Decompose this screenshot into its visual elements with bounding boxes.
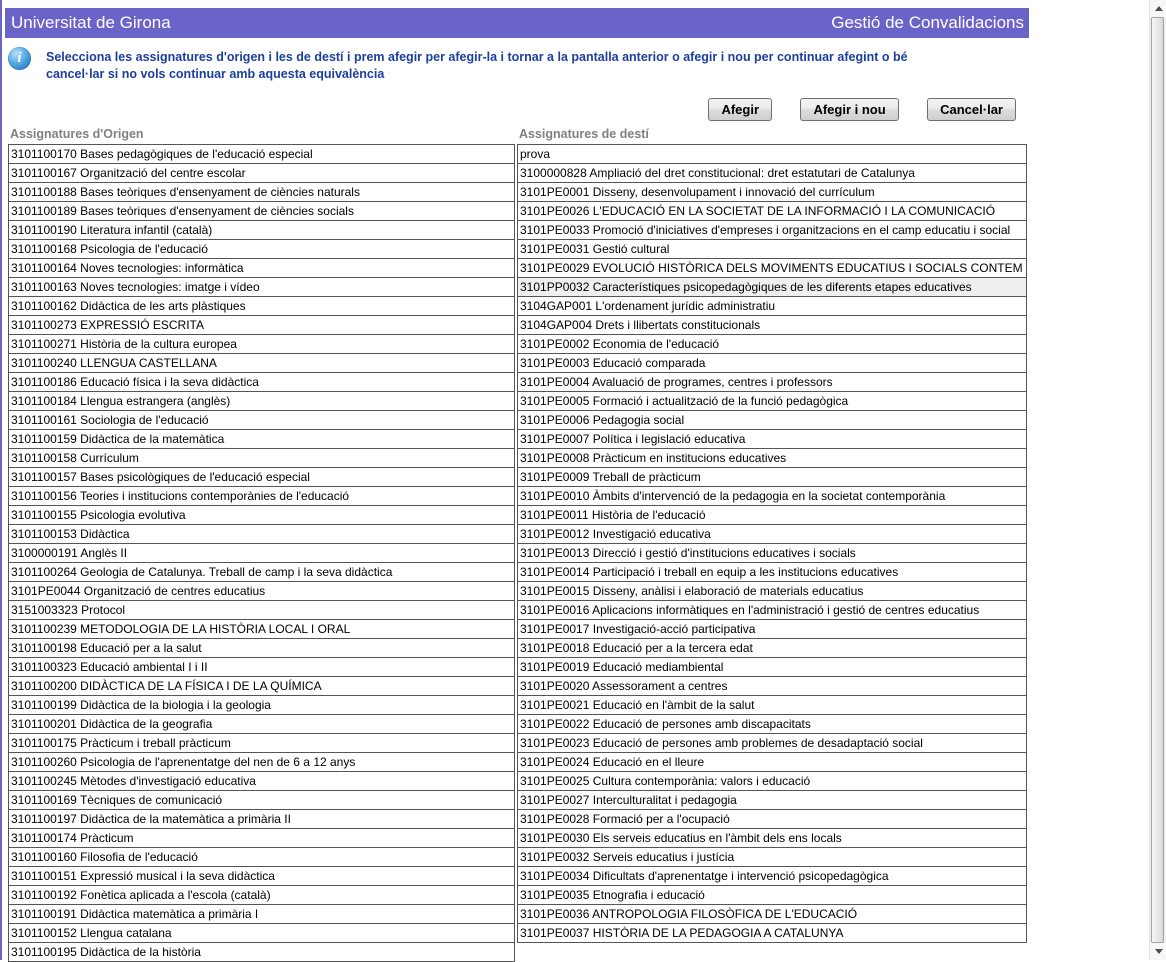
list-item[interactable]: 3101100245 Mètodes d'investigació educativa [8, 772, 515, 791]
list-item[interactable]: 3101100191 Didàctica matemàtica a primària I [8, 905, 515, 924]
scrollbar-up-button[interactable] [1150, 0, 1166, 17]
list-item[interactable]: 3100000828 Ampliació del dret constitucional: dret estatutari de Catalunya [517, 164, 1027, 183]
list-item[interactable]: 3101PE0036 ANTROPOLOGIA FILOSÒFICA DE L'EDUCACIÓ [517, 905, 1027, 924]
list-item[interactable]: 3101100174 Pràcticum [8, 829, 515, 848]
list-item[interactable]: 3101PE0005 Formació i actualització de la funció pedagògica [517, 392, 1027, 411]
list-item[interactable]: 3101PE0029 EVOLUCIÓ HISTÒRICA DELS MOVIMENTS EDUCATIUS I SOCIALS CONTEM [517, 259, 1027, 278]
scrollbar-thumb[interactable] [1151, 17, 1164, 943]
lists [8, 144, 1029, 962]
vertical-scrollbar[interactable] [1149, 0, 1166, 960]
info-line-1: Selecciona les assignatures d'origen i les de destí i prem afegir per afegir-la i tornar a la pantalla anterior o afegir i nou per continuar afegint o bé [46, 50, 908, 64]
list-item[interactable]: 3101PE0037 HISTÒRIA DE LA PEDAGOGIA A CATALUNYA [517, 924, 1027, 943]
list-item[interactable]: 3101100168 Psicologia de l'educació [8, 240, 515, 259]
list-item[interactable]: 3101PE0013 Direcció i gestió d'institucions educatives i socials [517, 544, 1027, 563]
list-item[interactable]: 3101PE0021 Educació en l'àmbit de la salut [517, 696, 1027, 715]
list-item[interactable]: 3101100198 Educació per a la salut [8, 639, 515, 658]
list-item[interactable]: 3101100170 Bases pedagògiques de l'educació especial [8, 145, 515, 164]
dest-list-header: Assignatures de destí [519, 127, 649, 141]
list-item[interactable]: 3101100201 Didàctica de la geografia [8, 715, 515, 734]
list-item[interactable]: 3101100169 Tècniques de comunicació [8, 791, 515, 810]
cancellar-button[interactable]: Cancel·lar [927, 98, 1016, 121]
list-headers [8, 127, 1029, 141]
list-item[interactable]: 3101100197 Didàctica de la matemàtica a primària II [8, 810, 515, 829]
list-item[interactable]: 3101PE0016 Aplicacions informàtiques en l'administració i gestió de centres educatius [517, 601, 1027, 620]
list-item[interactable]: 3104GAP001 L'ordenament jurídic administratiu [517, 297, 1027, 316]
list-item[interactable]: 3101100264 Geologia de Catalunya. Treball de camp i la seva didàctica [8, 563, 515, 582]
list-item[interactable]: 3101PE0001 Disseny, desenvolupament i innovació del currículum [517, 183, 1027, 202]
list-item[interactable]: 3101100157 Bases psicològiques de l'educació especial [8, 468, 515, 487]
list-item[interactable]: 3104GAP004 Drets i llibertats constitucionals [517, 316, 1027, 335]
list-item[interactable]: 3101PE0008 Pràcticum en institucions educatives [517, 449, 1027, 468]
list-item[interactable]: 3101PE0032 Serveis educatius i justícia [517, 848, 1027, 867]
list-item[interactable]: 3101PE0017 Investigació-acció participativa [517, 620, 1027, 639]
list-item[interactable]: 3101100175 Pràcticum i treball pràcticum [8, 734, 515, 753]
list-item[interactable]: 3101100159 Didàctica de la matemàtica [8, 430, 515, 449]
window-left-border [0, 0, 2, 960]
list-item[interactable]: prova [517, 145, 1027, 164]
action-buttons [5, 98, 1029, 121]
list-item[interactable]: 3101100156 Teories i institucions contemporànies de l'educació [8, 487, 515, 506]
info-line-2: cancel·lar si no vols continuar amb aquesta equivalència [46, 67, 385, 81]
list-item[interactable]: 3101100190 Literatura infantil (català) [8, 221, 515, 240]
list-item[interactable]: 3101PE0015 Disseny, anàlisi i elaboració de materials educatius [517, 582, 1027, 601]
down-arrow-icon [1155, 949, 1163, 954]
list-item[interactable]: 3101PE0002 Economia de l'educació [517, 335, 1027, 354]
list-item[interactable]: 3101100151 Expressió musical i la seva didàctica [8, 867, 515, 886]
list-item[interactable]: 3101PE0023 Educació de persones amb problemes de desadaptació social [517, 734, 1027, 753]
list-item[interactable]: 3101PE0027 Interculturalitat i pedagogia [517, 791, 1027, 810]
list-item[interactable]: 3101PE0004 Avaluació de programes, centres i professors [517, 373, 1027, 392]
list-item[interactable]: 3101100186 Educació física i la seva didàctica [8, 373, 515, 392]
page-title: Gestió de Convalidacions [831, 13, 1024, 32]
list-item[interactable]: 3151003323 Protocol [8, 601, 515, 620]
list-item[interactable]: 3101PE0030 Els serveis educatius en l'àmbit dels ens locals [517, 829, 1027, 848]
list-item[interactable]: 3101PE0026 L'EDUCACIÓ EN LA SOCIETAT DE LA INFORMACIÓ I LA COMUNICACIÓ [517, 202, 1027, 221]
list-item[interactable]: 3101100163 Noves tecnologies: imatge i vídeo [8, 278, 515, 297]
list-item[interactable]: 3101PE0007 Política i legislació educativa [517, 430, 1027, 449]
list-item[interactable]: 3101100164 Noves tecnologies: informàtica [8, 259, 515, 278]
list-item[interactable]: 3101PE0019 Educació mediambiental [517, 658, 1027, 677]
app-title: Universitat de Girona [11, 13, 171, 32]
list-item[interactable]: 3101100155 Psicologia evolutiva [8, 506, 515, 525]
list-item[interactable]: 3101100200 DIDÀCTICA DE LA FÍSICA I DE LA QUÍMICA [8, 677, 515, 696]
list-item[interactable]: 3101PE0014 Participació i treball en equip a les institucions educatives [517, 563, 1027, 582]
list-item[interactable]: 3101100260 Psicologia de l'aprenentatge del nen de 6 a 12 anys [8, 753, 515, 772]
info-icon: i [8, 47, 31, 70]
origin-list [8, 144, 515, 962]
list-item[interactable]: 3101100199 Didàctica de la biologia i la geologia [8, 696, 515, 715]
list-item[interactable]: 3101100195 Didàctica de la història [8, 943, 515, 962]
list-item[interactable]: 3101PE0010 Àmbits d'intervenció de la pedagogia en la societat contemporània [517, 487, 1027, 506]
list-item[interactable]: 3101100273 EXPRESSIÓ ESCRITA [8, 316, 515, 335]
list-item[interactable]: 3101PE0009 Treball de pràcticum [517, 468, 1027, 487]
list-item[interactable]: 3101100160 Filosofia de l'educació [8, 848, 515, 867]
list-item[interactable]: 3101PE0003 Educació comparada [517, 354, 1027, 373]
list-item[interactable]: 3101PE0044 Organització de centres educatius [8, 582, 515, 601]
origin-list-header: Assignatures d'Origen [10, 127, 144, 141]
list-item[interactable]: 3101PP0032 Característiques psicopedagògiques de les diferents etapes educatives [517, 278, 1027, 297]
list-item[interactable]: 3101100184 Llengua estrangera (anglès) [8, 392, 515, 411]
list-item[interactable]: 3101PE0033 Promoció d'iniciatives d'empreses i organitzacions en el camp educatiu i social [517, 221, 1027, 240]
list-item[interactable]: 3101100161 Sociologia de l'educació [8, 411, 515, 430]
list-item[interactable]: 3101100189 Bases teòriques d'ensenyament de ciències socials [8, 202, 515, 221]
list-item[interactable]: 3101100153 Didàctica [8, 525, 515, 544]
list-item[interactable]: 3101PE0024 Educació en el lleure [517, 753, 1027, 772]
list-item[interactable]: 3101PE0012 Investigació educativa [517, 525, 1027, 544]
list-item[interactable]: 3101100158 Currículum [8, 449, 515, 468]
list-item[interactable]: 3101PE0028 Formació per a l'ocupació [517, 810, 1027, 829]
list-item[interactable]: 3101100192 Fonètica aplicada a l'escola (català) [8, 886, 515, 905]
list-item[interactable]: 3101100323 Educació ambiental I i II [8, 658, 515, 677]
page [5, 8, 1029, 962]
list-item[interactable]: 3101PE0011 Història de l'educació [517, 506, 1027, 525]
list-item[interactable]: 3101100167 Organització del centre escolar [8, 164, 515, 183]
list-item[interactable]: 3101100239 METODOLOGIA DE LA HISTÒRIA LOCAL I ORAL [8, 620, 515, 639]
list-item[interactable]: 3101100152 Llengua catalana [8, 924, 515, 943]
dest-list [517, 144, 1027, 962]
list-item[interactable]: 3101100162 Didàctica de les arts plàstiques [8, 297, 515, 316]
list-item[interactable]: 3100000191 Anglès II [8, 544, 515, 563]
list-item[interactable]: 3101100271 Història de la cultura europea [8, 335, 515, 354]
title-bar [5, 8, 1029, 38]
list-item[interactable]: 3101PE0018 Educació per a la tercera edat [517, 639, 1027, 658]
list-item[interactable]: 3101PE0006 Pedagogia social [517, 411, 1027, 430]
list-item[interactable]: 3101100240 LLENGUA CASTELLANA [8, 354, 515, 373]
afegir-button[interactable]: Afegir [708, 98, 772, 121]
scrollbar-down-button[interactable] [1150, 943, 1166, 960]
list-item[interactable]: 3101PE0034 Dificultats d'aprenentatge i intervenció psicopedagògica [517, 867, 1027, 886]
list-item[interactable]: 3101PE0022 Educació de persones amb discapacitats [517, 715, 1027, 734]
list-item[interactable]: 3101PE0031 Gestió cultural [517, 240, 1027, 259]
up-arrow-icon [1155, 6, 1163, 11]
list-item[interactable]: 3101PE0025 Cultura contemporània: valors i educació [517, 772, 1027, 791]
info-text [46, 47, 1012, 83]
list-item[interactable]: 3101PE0035 Etnografia i educació [517, 886, 1027, 905]
list-item[interactable]: 3101100188 Bases teòriques d'ensenyament de ciències naturals [8, 183, 515, 202]
afegir-i-nou-button[interactable]: Afegir i nou [800, 98, 898, 121]
list-item[interactable]: 3101PE0020 Assessorament a centres [517, 677, 1027, 696]
info-message [8, 47, 1029, 83]
